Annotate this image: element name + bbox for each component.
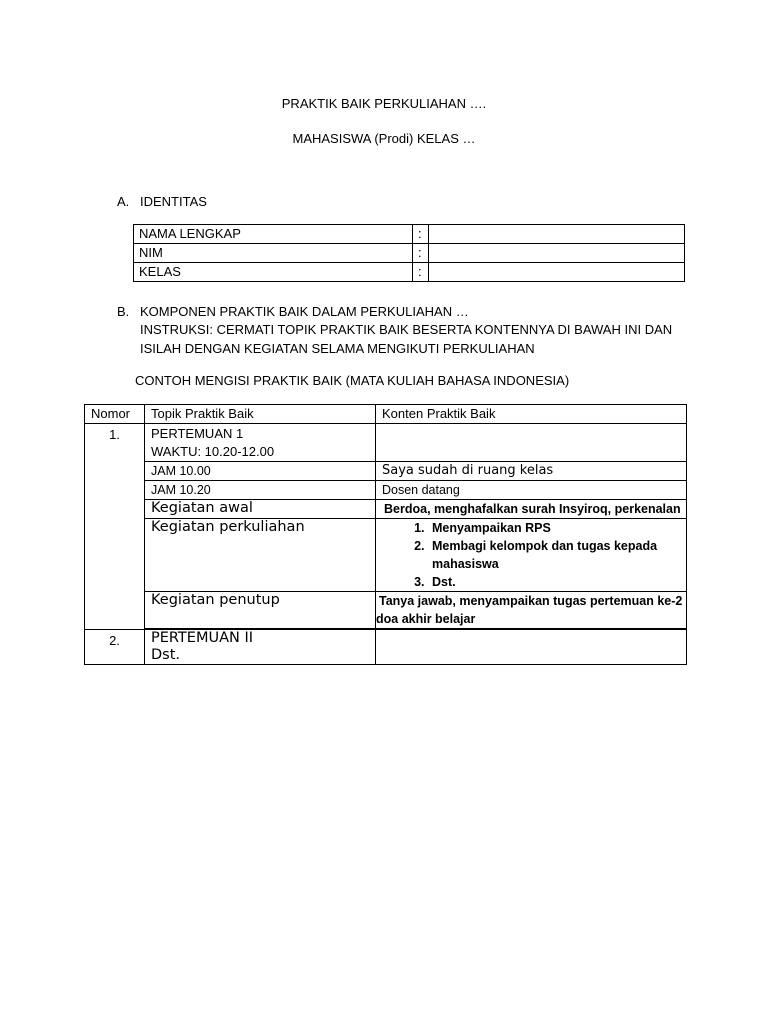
row1-jam1-content: Saya sudah di ruang kelas: [376, 462, 687, 481]
row1-penutup-line1: Tanya jawab, menyampaikan tugas pertemuan ke-2: [379, 594, 683, 608]
list-item: 1. Menyampaikan RPS: [428, 519, 686, 537]
identity-sep-nim: :: [413, 244, 429, 263]
row2-meeting: PERTEMUAN II: [151, 630, 253, 646]
row1-jam1: JAM 10.00: [145, 462, 376, 481]
row1-meeting-content: [376, 424, 687, 462]
document-title: PRAKTIK BAIK PERKULIAHAN ….: [281, 96, 487, 111]
identity-table: [133, 224, 685, 282]
header-konten: Konten Praktik Baik: [376, 405, 687, 424]
section-b-heading: KOMPONEN PRAKTIK BAIK DALAM PERKULIAHAN …: [140, 304, 469, 319]
section-a-marker: A.: [117, 194, 130, 209]
identity-label-nama: NAMA LENGKAP: [134, 225, 413, 244]
document-subtitle: MAHASISWA (Prodi) KELAS …: [292, 131, 476, 146]
header-topik: Topik Praktik Baik: [145, 405, 376, 424]
instruction-line-1: INSTRUKSI: CERMATI TOPIK PRAKTIK BAIK BESERTA KONTENNYA DI BAWAH INI DAN: [140, 322, 673, 337]
row1-meeting-cell: [145, 424, 376, 462]
row2-content: [376, 630, 687, 665]
row1-penutup: Kegiatan penutup: [145, 592, 376, 629]
row1-jam2-content: Dosen datang: [376, 481, 687, 500]
row1-meeting: PERTEMUAN 1: [151, 426, 244, 441]
row2-nomor: 2.: [85, 630, 145, 665]
row1-penutup-line2: doa akhir belajar: [376, 612, 476, 626]
row1-nomor: 1.: [85, 424, 145, 630]
identity-sep-nama: :: [413, 225, 429, 244]
row1-time: WAKTU: 10.20-12.00: [151, 444, 275, 459]
practice-table: [84, 404, 687, 665]
instruction-line-2: ISILAH DENGAN KEGIATAN SELAMA MENGIKUTI PERKULIAHAN: [140, 341, 535, 356]
row1-awal-content: Berdoa, menghafalkan surah Insyiroq, perkenalan: [376, 500, 687, 519]
row2-dst: Dst.: [151, 647, 181, 663]
list-item: 3. Dst.: [428, 573, 686, 591]
section-a-heading: IDENTITAS: [140, 194, 207, 209]
header-nomor: Nomor: [85, 405, 145, 424]
row1-kuliah-list: [376, 519, 686, 591]
identity-value-nim[interactable]: [429, 244, 685, 263]
identity-label-nim: NIM: [134, 244, 413, 263]
identity-value-kelas[interactable]: [429, 263, 685, 282]
identity-value-nama[interactable]: [429, 225, 685, 244]
row1-kuliah-content: [376, 519, 687, 592]
row1-kuliah: Kegiatan perkuliahan: [145, 519, 376, 592]
list-item: 2. Membagi kelompok dan tugas kepada mahasiswa: [428, 537, 686, 573]
row1-awal: Kegiatan awal: [145, 500, 376, 519]
row2-meeting-cell: [145, 630, 376, 665]
row1-jam2: JAM 10.20: [145, 481, 376, 500]
example-title: CONTOH MENGISI PRAKTIK BAIK (MATA KULIAH BAHASA INDONESIA): [135, 373, 570, 388]
identity-sep-kelas: :: [413, 263, 429, 282]
row1-penutup-content: [376, 592, 687, 629]
section-b-marker: B.: [117, 304, 130, 319]
identity-label-kelas: KELAS: [134, 263, 413, 282]
